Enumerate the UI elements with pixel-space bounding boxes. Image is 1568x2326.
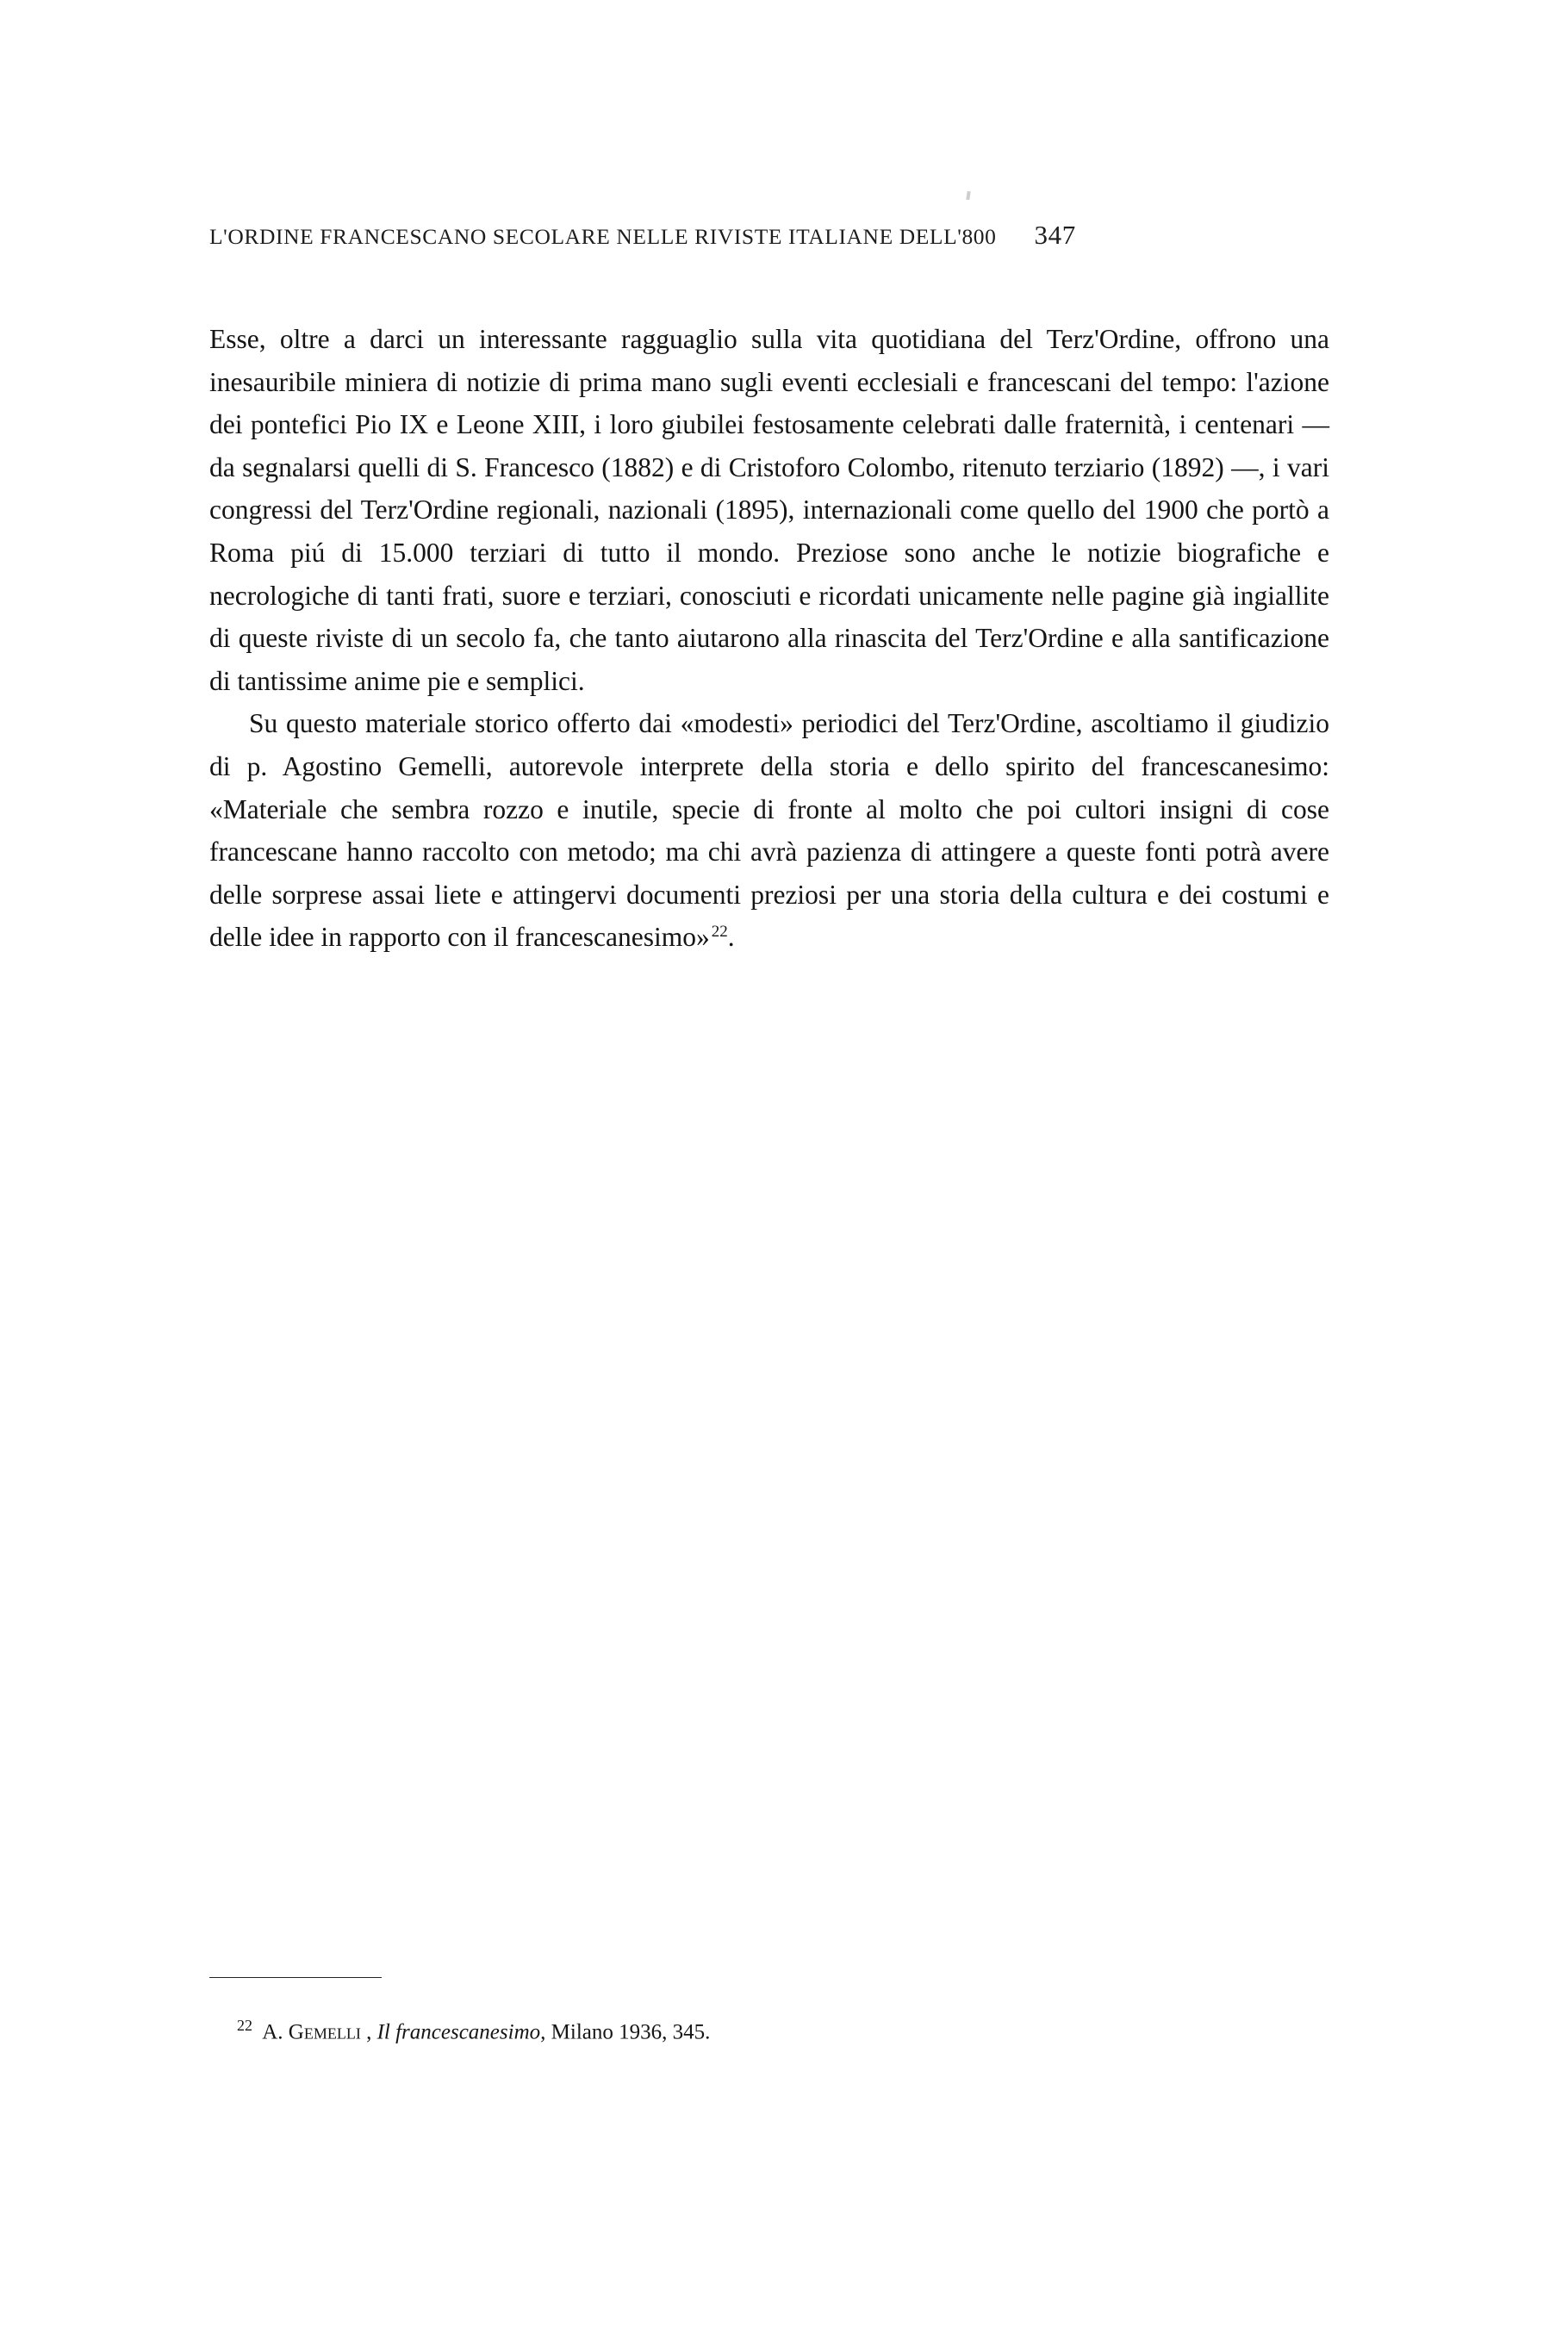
footnote-author: A. Gemelli bbox=[262, 2020, 361, 2044]
page-number: 347 bbox=[1034, 220, 1076, 250]
footnote-separator bbox=[209, 1977, 382, 1978]
running-title: L'ORDINE FRANCESCANO SECOLARE NELLE RIVISTE ITALIANE DELL'800 bbox=[209, 224, 997, 249]
body-text bbox=[209, 318, 1329, 959]
footnote-marker: 22 bbox=[237, 2017, 252, 2034]
footnote-publication: Milano 1936, 345. bbox=[551, 2020, 711, 2044]
paragraph-1: Esse, oltre a darci un interessante ragguaglio sulla vita quotidiana del Terz'Ordine, offrono una inesauribile miniera di notizie di prima mano sugli eventi ecclesiali e francescani del tempo: l'azione dei pontefici Pio IX e Leone XIII, i loro giubilei festosamente celebrati dalle fraternità, i centenari — da segnalarsi quelli di S. Francesco (1882) e di Cristoforo Colombo, ritenuto terziario (1892) —, i vari congressi del Terz'Ordine regionali, nazionali (1895), internazionali come quello del 1900 che portò a Roma piú di 15.000 terziari di tutto il mondo. Preziose sono anche le notizie biografiche e necrologiche di tanti frati, suore e terziari, conosciuti e ricordati unicamente nelle pagine già ingiallite di queste riviste di un secolo fa, che tanto aiutarono alla rinascita del Terz'Ordine e alla santificazione di tantissime anime pie e semplici. bbox=[209, 324, 1329, 696]
running-header bbox=[209, 220, 1329, 251]
scan-artifact bbox=[966, 191, 970, 200]
footnote-area bbox=[209, 1977, 1329, 2047]
page-content bbox=[209, 220, 1329, 959]
paragraph-2 bbox=[209, 702, 1329, 959]
footnote-separator-comma: , bbox=[366, 2020, 377, 2044]
paragraph-2-tail: . bbox=[727, 922, 735, 953]
footnote-item bbox=[209, 2011, 1329, 2047]
footnote-title: Il francescanesimo, bbox=[376, 2020, 546, 2044]
paragraph-2-text: Su questo materiale storico offerto dai «modesti» periodici del Terz'Ordine, ascoltiamo il giudizio di p. Agostino Gemelli, autorevole interprete della storia e dello spirito del francescanesimo: «Materiale che sembra rozzo e inutile, specie di fronte al molto che poi cultori insigni di cose francescane hanno raccolto con metodo; ma chi avrà pazienza di attingere a queste fonti potrà avere delle sorprese assai liete e attingervi documenti preziosi per una storia della cultura e dei costumi e delle idee in rapporto con il francescanesimo» bbox=[209, 708, 1329, 953]
footnote-reference[interactable]: 22 bbox=[711, 922, 728, 941]
